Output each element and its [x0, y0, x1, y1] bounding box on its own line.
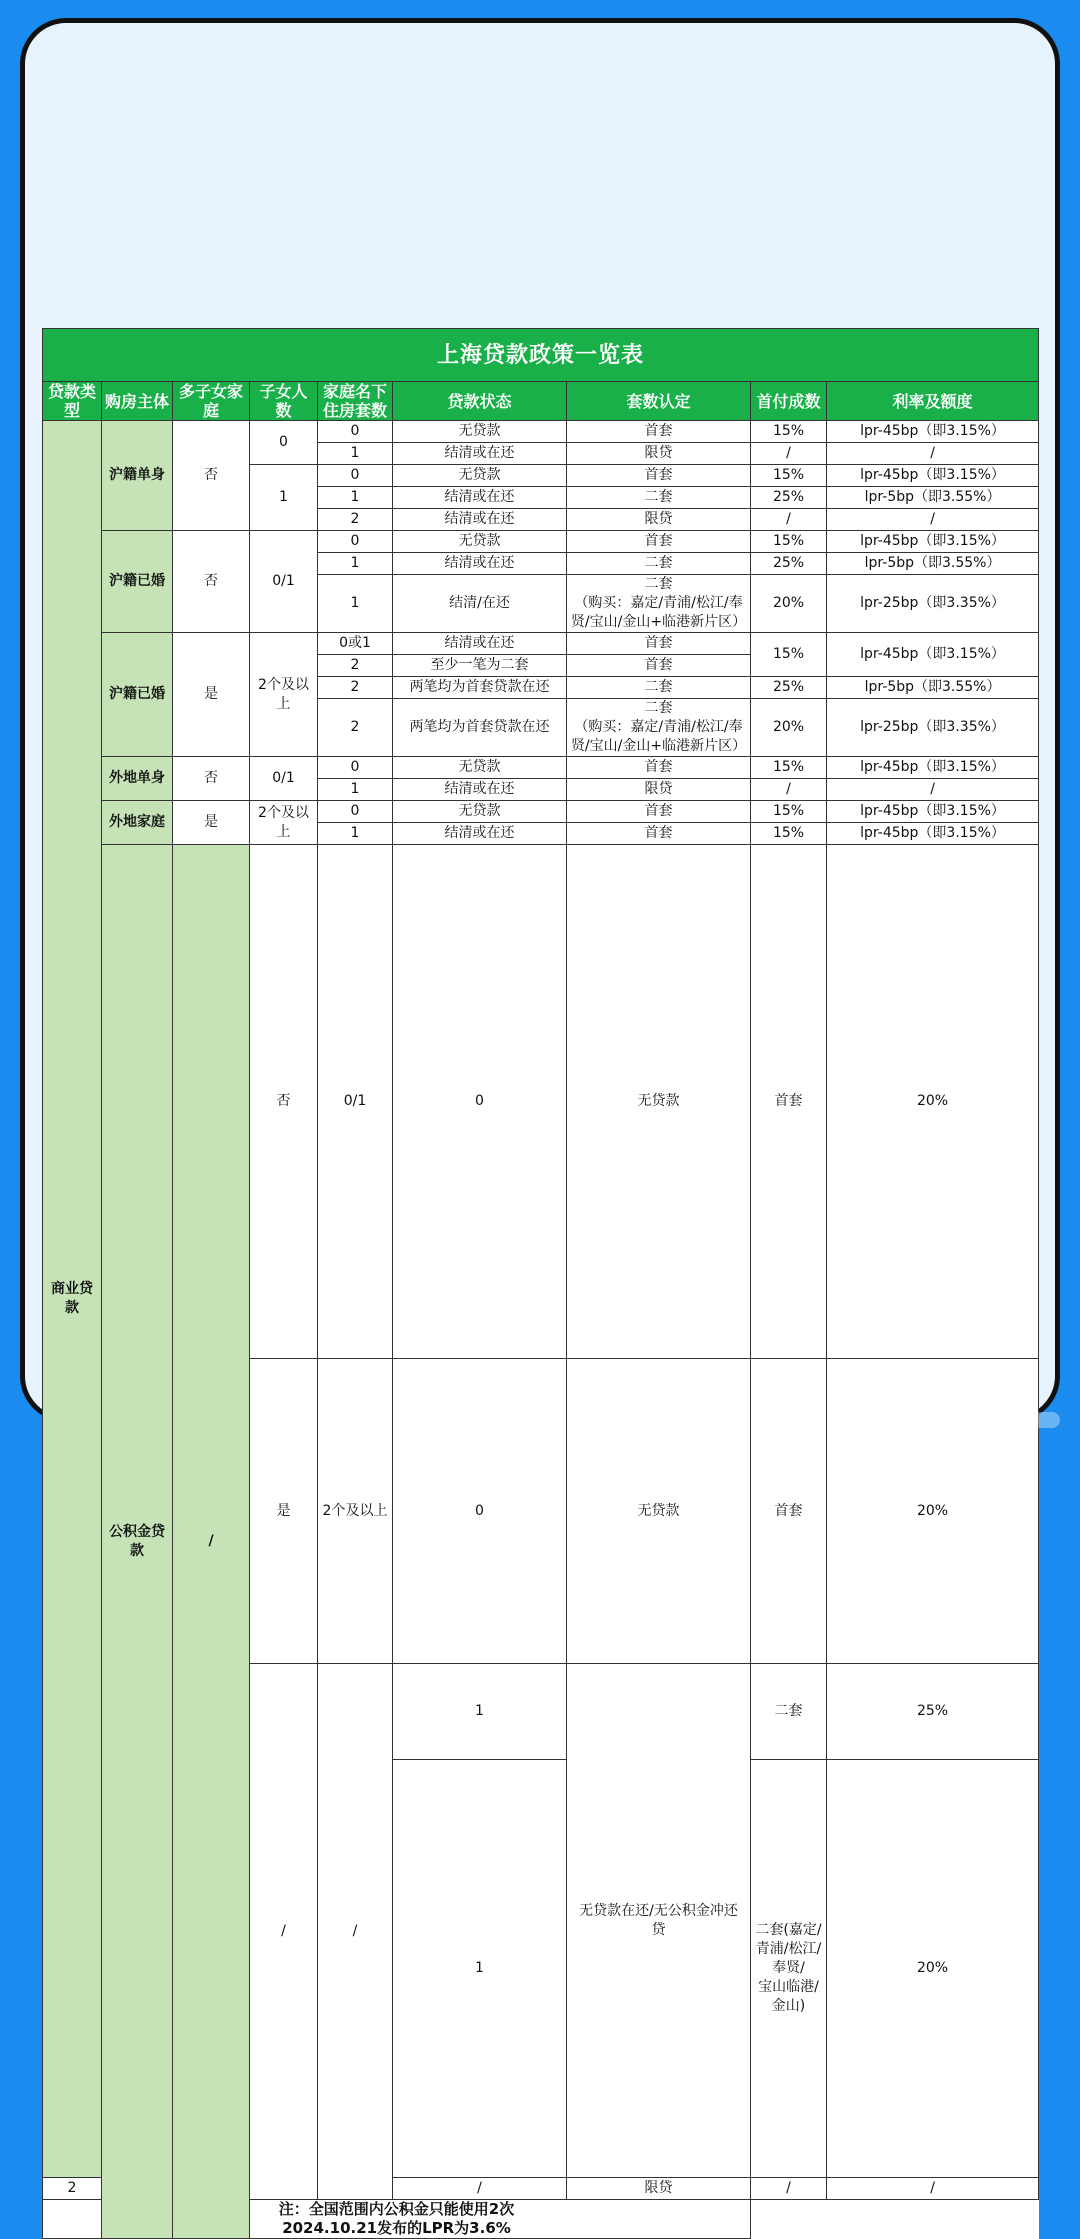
- status-cell: 结清或在还: [393, 823, 567, 845]
- set-cell: 首套: [567, 633, 751, 655]
- note-line: 2024.10.21发布的LPR为3.6%: [282, 2219, 511, 2237]
- houses-cell: 2: [318, 699, 393, 757]
- header-buyer: 购房主体: [102, 382, 173, 421]
- down-cell: 25%: [751, 677, 827, 699]
- header-down-payment: 首付成数: [751, 382, 827, 421]
- multi-child-cell: /: [250, 1664, 318, 2200]
- down-cell: 15%: [751, 531, 827, 553]
- houses-cell: 0: [318, 421, 393, 443]
- set-line: 贤/宝山/金山+临港新片区）: [570, 614, 747, 630]
- rate-cell: lpr-45bp（即3.15%）: [827, 633, 1039, 677]
- down-cell: /: [751, 2178, 827, 2200]
- houses-cell: 1: [318, 779, 393, 801]
- houses-cell: 1: [318, 553, 393, 575]
- set-cell: 限贷: [567, 2178, 751, 2200]
- loan-policy-table: [42, 328, 1039, 2239]
- set-cell: 限贷: [567, 443, 751, 465]
- set-cell: [751, 1759, 827, 2177]
- table-row: [43, 757, 1039, 779]
- buyer-cell: 外地家庭: [102, 801, 173, 845]
- down-cell: 20%: [751, 699, 827, 757]
- down-cell: 25%: [751, 553, 827, 575]
- set-cell: 限贷: [567, 779, 751, 801]
- status-cell: 无贷款: [393, 757, 567, 779]
- down-cell: 15%: [751, 757, 827, 779]
- loan-policy-table-wrap: [42, 328, 1038, 2239]
- multi-child-cell: 是: [173, 801, 250, 845]
- down-cell: 15%: [751, 823, 827, 845]
- buyer-cell: /: [173, 845, 250, 2239]
- buyer-cell: 沪籍已婚: [102, 531, 173, 633]
- multi-child-cell: 否: [250, 845, 318, 1359]
- houses-cell: 0: [318, 757, 393, 779]
- set-line: （购买：嘉定/青浦/松江/奉: [574, 595, 743, 611]
- status-cell: 结清或在还: [393, 633, 567, 655]
- houses-cell: 1: [393, 1664, 567, 1760]
- set-line: 二套: [644, 576, 673, 592]
- down-cell: /: [751, 779, 827, 801]
- set-cell: 首套: [567, 757, 751, 779]
- down-cell: 20%: [751, 575, 827, 633]
- status-cell: 结清/在还: [393, 575, 567, 633]
- down-cell: 15%: [751, 421, 827, 443]
- status-cell: 两笔均为首套贷款在还: [393, 677, 567, 699]
- set-cell: 首套: [751, 845, 827, 1359]
- set-cell: 二套: [567, 677, 751, 699]
- down-cell: /: [751, 509, 827, 531]
- houses-cell: 1: [393, 1759, 567, 2177]
- houses-cell: 2: [43, 2178, 102, 2200]
- children-cell: 2个及以上: [318, 1359, 393, 1664]
- houses-cell: 2: [318, 509, 393, 531]
- table-row: [43, 845, 1039, 1359]
- children-cell: 2个及以上: [250, 801, 318, 845]
- down-cell: 15%: [751, 801, 827, 823]
- note-row: [43, 2200, 1039, 2239]
- multi-child-cell: 否: [173, 531, 250, 633]
- rate-cell: lpr-45bp（即3.15%）: [827, 421, 1039, 443]
- set-line: 二套(嘉定/青浦/松江/奉贤/: [755, 1921, 822, 1976]
- header-houses: 家庭名下住房套数: [318, 382, 393, 421]
- houses-cell: 1: [318, 443, 393, 465]
- rate-cell: lpr-5bp（即3.55%）: [827, 677, 1039, 699]
- header-loan-status: 贷款状态: [393, 382, 567, 421]
- status-cell: 无贷款: [393, 465, 567, 487]
- status-cell: 至少一笔为二套: [393, 655, 567, 677]
- children-cell: 0/1: [250, 531, 318, 633]
- rate-cell: lpr-45bp（即3.15%）: [827, 531, 1039, 553]
- houses-cell: 0: [318, 801, 393, 823]
- set-cell: 首套: [567, 531, 751, 553]
- houses-cell: 1: [318, 823, 393, 845]
- set-line: （购买：嘉定/青浦/松江/奉: [574, 719, 743, 735]
- rate-cell: /: [827, 2178, 1039, 2200]
- down-cell: 25%: [827, 1664, 1039, 1760]
- status-cell: 两笔均为首套贷款在还: [393, 699, 567, 757]
- header-loan-type: 贷款类型: [43, 382, 102, 421]
- rate-cell: lpr-45bp（即3.15%）: [827, 823, 1039, 845]
- rate-cell: lpr-5bp（即3.55%）: [827, 553, 1039, 575]
- down-cell: 15%: [751, 465, 827, 487]
- status-line: 贷: [651, 1921, 666, 1938]
- rate-cell: /: [827, 779, 1039, 801]
- houses-cell: 0: [318, 531, 393, 553]
- buyer-cell: 外地单身: [102, 757, 173, 801]
- table-row: [43, 531, 1039, 553]
- down-cell: 25%: [751, 487, 827, 509]
- group-provident: 公积金贷款: [102, 845, 173, 2239]
- header-row: [43, 382, 1039, 421]
- set-cell: 二套: [751, 1664, 827, 1760]
- down-cell: 20%: [827, 1759, 1039, 2177]
- set-cell: 二套: [567, 553, 751, 575]
- rate-cell: lpr-45bp（即3.15%）: [827, 465, 1039, 487]
- watermark-badge: [1024, 1412, 1060, 1428]
- rate-cell: /: [827, 443, 1039, 465]
- multi-child-cell: 否: [173, 757, 250, 801]
- set-line: 贤/宝山/金山+临港新片区）: [570, 738, 747, 754]
- rate-cell: /: [827, 509, 1039, 531]
- status-cell: 结清或在还: [393, 553, 567, 575]
- children-cell: 2个及以上: [250, 633, 318, 757]
- down-cell: 15%: [751, 633, 827, 677]
- rate-cell: lpr-25bp（即3.35%）: [827, 575, 1039, 633]
- houses-cell: 2: [318, 655, 393, 677]
- status-cell: 无贷款: [567, 1359, 751, 1664]
- table-row: [43, 801, 1039, 823]
- houses-cell: 0: [318, 465, 393, 487]
- rate-cell: lpr-5bp（即3.55%）: [827, 487, 1039, 509]
- status-cell: 无贷款: [567, 845, 751, 1359]
- houses-cell: 0: [393, 1359, 567, 1664]
- rate-cell: lpr-45bp（即3.15%）: [827, 757, 1039, 779]
- set-cell: 首套: [751, 1359, 827, 1664]
- set-cell: 二套: [567, 487, 751, 509]
- table-row: [43, 633, 1039, 655]
- set-cell: 首套: [567, 655, 751, 677]
- set-cell: 首套: [567, 421, 751, 443]
- buyer-cell: 沪籍已婚: [102, 633, 173, 757]
- status-cell: 结清或在还: [393, 487, 567, 509]
- set-cell: 限贷: [567, 509, 751, 531]
- status-cell: 结清或在还: [393, 509, 567, 531]
- set-cell: [567, 575, 751, 633]
- status-cell: 无贷款: [393, 801, 567, 823]
- header-children: 子女人数: [250, 382, 318, 421]
- set-cell: 首套: [567, 801, 751, 823]
- houses-cell: 1: [318, 487, 393, 509]
- houses-cell: 1: [318, 575, 393, 633]
- down-cell: 20%: [827, 1359, 1039, 1664]
- children-cell: 0/1: [250, 757, 318, 801]
- status-cell: 结清或在还: [393, 779, 567, 801]
- rate-cell: lpr-45bp（即3.15%）: [827, 801, 1039, 823]
- status-cell: /: [393, 2178, 567, 2200]
- set-cell: [567, 699, 751, 757]
- set-line: 二套: [644, 700, 673, 716]
- status-cell: 无贷款: [393, 531, 567, 553]
- status-line: 无贷款在还/无公积金冲还: [579, 1902, 738, 1919]
- multi-child-cell: 是: [250, 1359, 318, 1664]
- buyer-cell: 沪籍单身: [102, 421, 173, 531]
- header-multi-child: 多子女家庭: [173, 382, 250, 421]
- note-cell: [43, 2200, 751, 2239]
- header-rate: 利率及额度: [827, 382, 1039, 421]
- multi-child-cell: 否: [173, 421, 250, 531]
- table-title: 上海贷款政策一览表: [43, 329, 1039, 382]
- status-cell: [567, 1664, 751, 2178]
- down-cell: /: [751, 443, 827, 465]
- children-cell: /: [318, 1664, 393, 2200]
- set-cell: 首套: [567, 465, 751, 487]
- down-cell: 20%: [827, 845, 1039, 1359]
- group-commercial: 商业贷款: [43, 421, 102, 2178]
- set-cell: 首套: [567, 823, 751, 845]
- status-cell: 结清或在还: [393, 443, 567, 465]
- children-cell: 1: [250, 465, 318, 531]
- children-cell: 0: [250, 421, 318, 465]
- set-line: 宝山临港/金山): [758, 1978, 819, 2014]
- houses-cell: 0或1: [318, 633, 393, 655]
- header-set-type: 套数认定: [567, 382, 751, 421]
- table-row: [43, 421, 1039, 443]
- children-cell: 0/1: [318, 845, 393, 1359]
- multi-child-cell: 是: [173, 633, 250, 757]
- status-cell: 无贷款: [393, 421, 567, 443]
- houses-cell: 2: [318, 677, 393, 699]
- note-line: 注：全国范围内公积金只能使用2次: [278, 2200, 515, 2218]
- rate-cell: lpr-25bp（即3.35%）: [827, 699, 1039, 757]
- houses-cell: 0: [393, 845, 567, 1359]
